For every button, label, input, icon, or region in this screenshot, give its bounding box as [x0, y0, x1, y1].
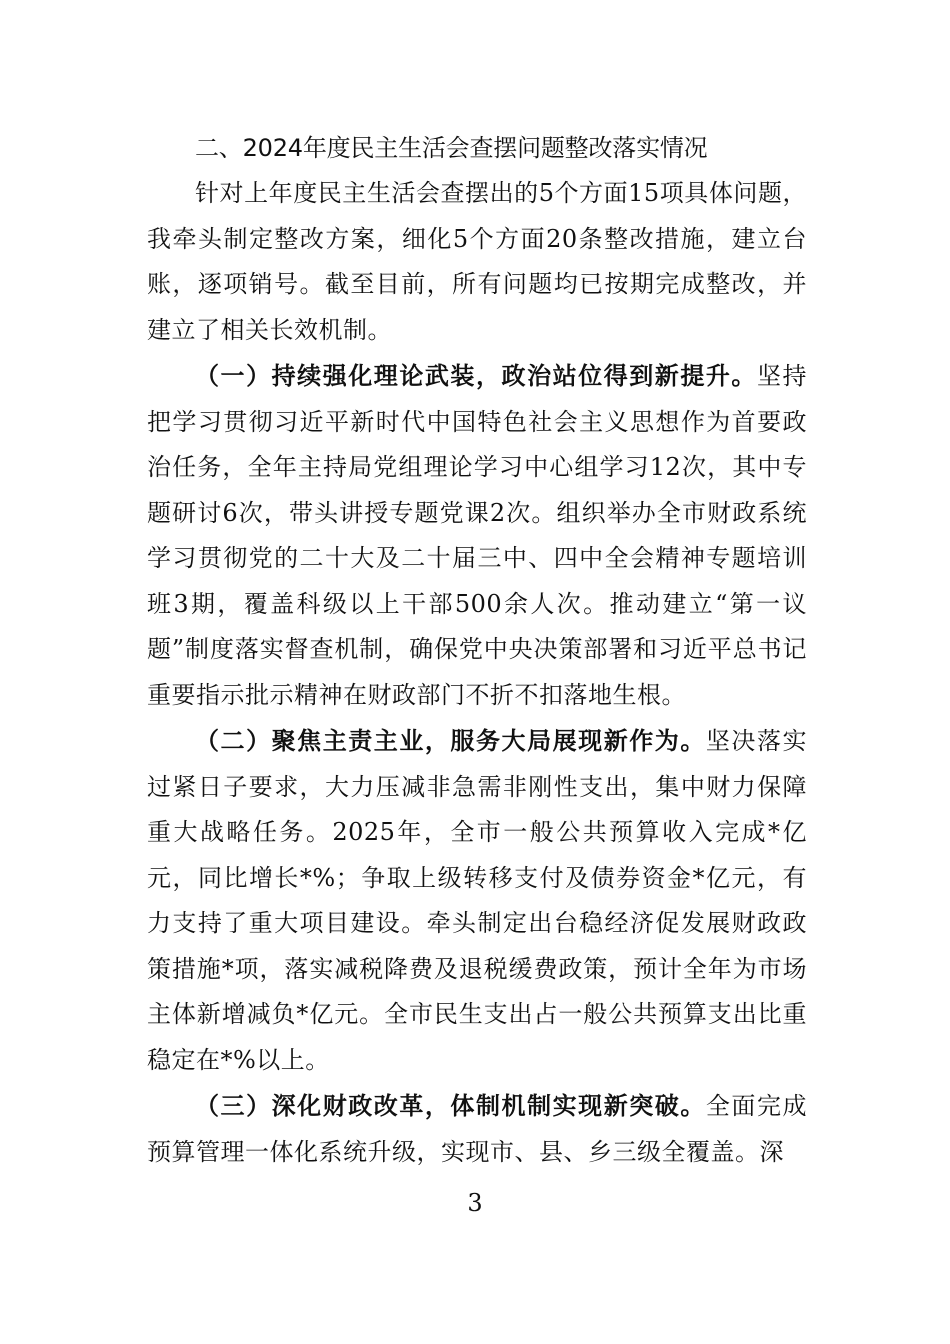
section-2-body: 坚决落实过紧日子要求，大力压减非急需非刚性支出，集中财力保障重大战略任务。2025年，全市一般公共预算收入完成*亿元，同比增长*%；争取上级转移支付及债券资金*亿元，有力支持了重大项目建设。牵头制定出台稳经济促发展财政政策措施*项，落实减税降费及退税缓费政策，预计全年为市场主体新增减负*亿元。全市民生支出占一般公共预算支出比重稳定在*%以上。 [147, 727, 808, 1074]
section-3-body: 全面完成预算管理一体化系统升级，实现市、县、乡三级全覆盖。深 [147, 1092, 808, 1166]
section-1-lead: （一）持续强化理论武装，政治站位得到新提升。 [195, 361, 757, 390]
intro-paragraph: 针对上年度民主生活会查摆出的5个方面15项具体问题，我牵头制定整改方案，细化5个方面20条整改措施，建立台账，逐项销号。截至目前，所有问题均已按期完成整改，并建立了相关长效机制。 [147, 179, 807, 344]
section-2-paragraph [147, 718, 807, 1083]
document-body [147, 126, 807, 1175]
section-heading: 二、2024年度民主生活会查摆问题整改落实情况 [195, 134, 708, 162]
section-1-body: 坚持把学习贯彻习近平新时代中国特色社会主义思想作为首要政治任务，全年主持局党组理论学习中心组学习12次，其中专题研讨6次，带头讲授专题党课2次。组织举办全市财政系统学习贯彻党的二十大及二十届三中、四中全会精神专题培训班3期，覆盖科级以上干部500余人次。推动建立“第一议题”制度落实督查机制，确保党中央决策部署和习近平总书记重要指示批示精神在财政部门不折不扣落地生根。 [147, 362, 808, 709]
page-number: 3 [467, 1189, 483, 1217]
section-3-paragraph [147, 1083, 807, 1175]
section-3-lead: （三）深化财政改革，体制机制实现新突破。 [195, 1091, 706, 1120]
section-1-paragraph [147, 353, 807, 718]
section-2-lead: （二）聚焦主责主业，服务大局展现新作为。 [195, 726, 706, 755]
